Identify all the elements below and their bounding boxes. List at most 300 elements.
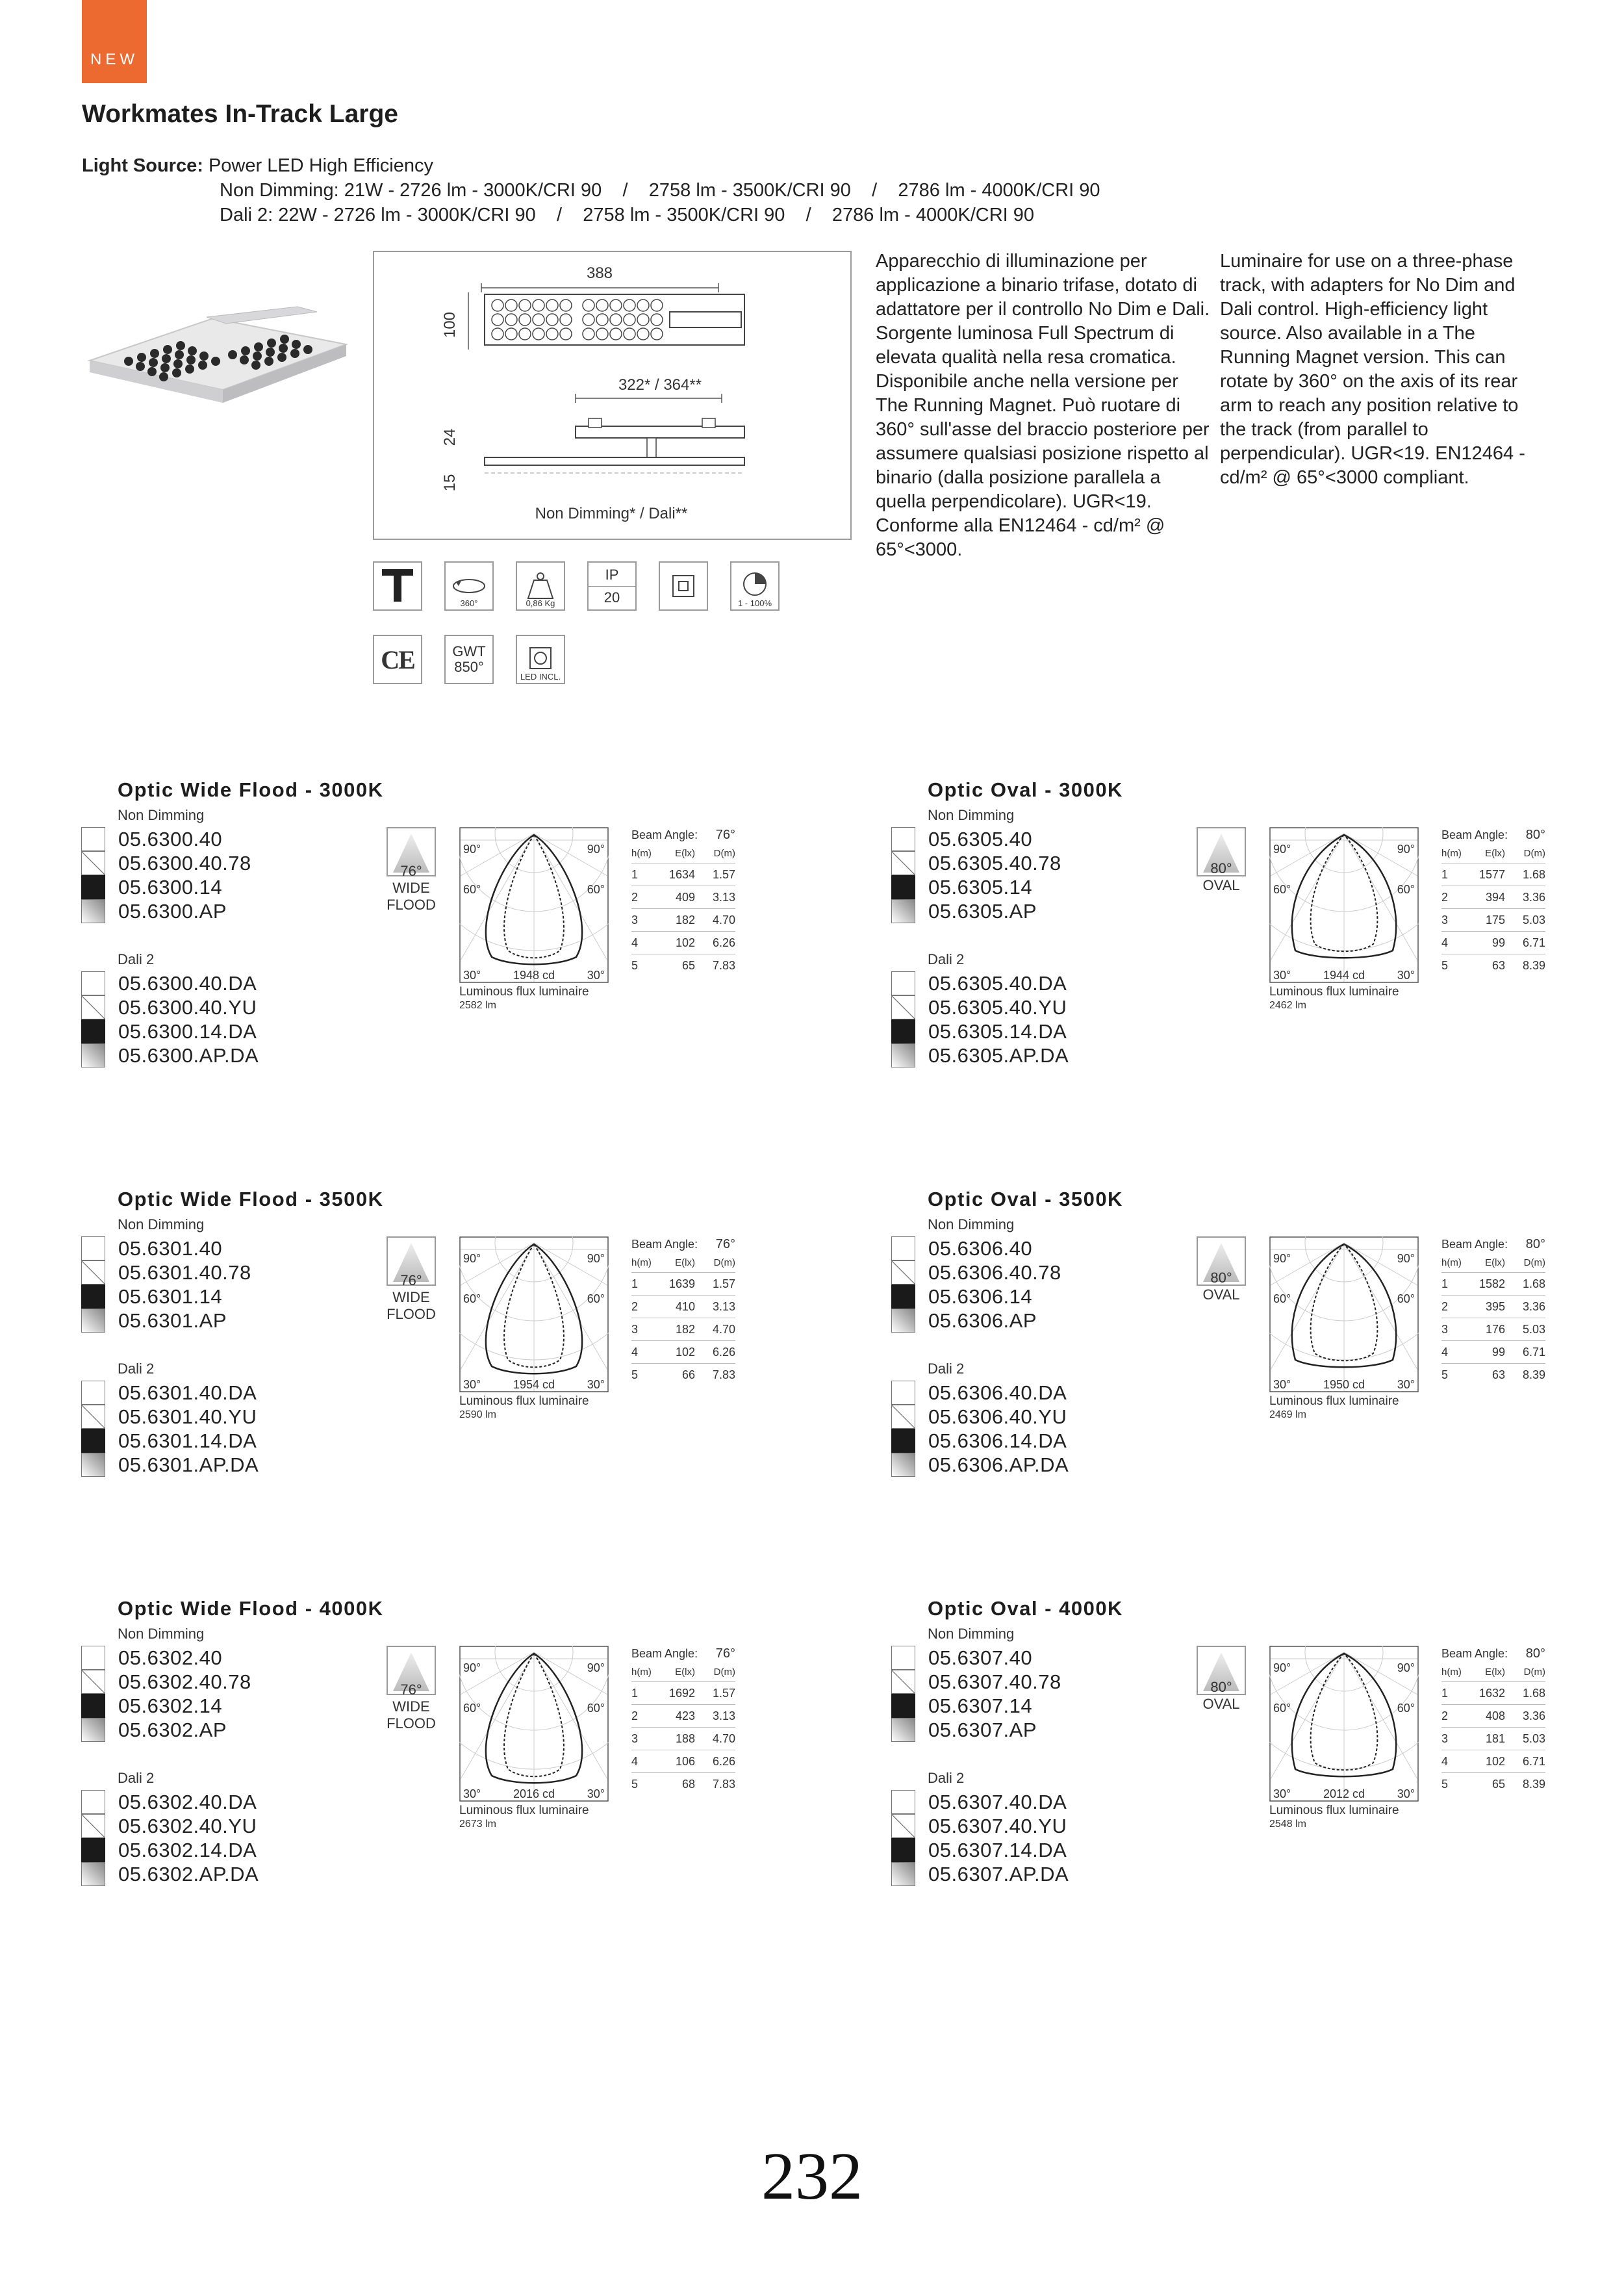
table-row: 4 99 6.71 <box>1441 932 1545 954</box>
finish-swatch <box>891 995 915 1019</box>
angle-30-left: 30° <box>1273 1378 1291 1391</box>
angle-90-left: 90° <box>1273 1252 1291 1265</box>
angle-30-right: 30° <box>587 1378 605 1391</box>
finish-swatch <box>891 1019 915 1043</box>
dali-label: Dali 2 <box>928 1770 965 1786</box>
product-code-row <box>891 1790 1069 1814</box>
product-code-row <box>891 1309 1061 1333</box>
polar-diagram <box>459 827 609 983</box>
finish-swatch <box>891 1309 915 1333</box>
product-code[interactable]: 05.6307.14 <box>928 1694 1033 1717</box>
product-code[interactable]: 05.6306.14.DA <box>928 1429 1067 1452</box>
product-code-row <box>81 851 251 875</box>
product-code[interactable]: 05.6305.14.DA <box>928 1019 1067 1043</box>
product-code[interactable]: 05.6301.40.DA <box>118 1381 257 1404</box>
finish-swatch <box>891 1429 915 1453</box>
product-code[interactable]: 05.6305.40.YU <box>928 995 1067 1019</box>
table-row: 1 1639 1.57 <box>631 1273 735 1296</box>
optic-section <box>81 778 796 1067</box>
polar-diagram <box>1269 1646 1419 1802</box>
table-row: 1 1577 1.68 <box>1441 863 1545 886</box>
dali-label: Dali 2 <box>928 1361 965 1377</box>
product-code-row <box>891 1043 1069 1067</box>
weight-icon: 0,86 Kg <box>516 561 565 611</box>
finish-swatch <box>81 1718 105 1742</box>
table-row: 3 188 4.70 <box>631 1728 735 1750</box>
product-code[interactable]: 05.6306.AP <box>928 1309 1037 1332</box>
new-badge: NEW <box>82 0 147 83</box>
angle-60-left: 60° <box>1273 1702 1291 1715</box>
product-code[interactable]: 05.6306.40.DA <box>928 1381 1067 1404</box>
finish-swatch <box>81 1381 105 1405</box>
non-dimming-label: Non Dimming <box>928 1626 1015 1642</box>
dali-codes <box>81 971 259 1067</box>
product-code[interactable]: 05.6301.40.78 <box>118 1260 251 1284</box>
product-code[interactable]: 05.6306.AP.DA <box>928 1453 1069 1476</box>
finish-swatch <box>81 1790 105 1814</box>
illuminance-table: Beam Angle: 76° h(m) E(lx) D(m) 1 1692 1.57 2 423 3.13 3 188 4.70 4 106 6.26 5 68 7.83 <box>631 1644 735 1796</box>
angle-30-left: 30° <box>463 969 481 982</box>
luminous-flux: Luminous flux luminaire 2590 lm <box>459 1394 589 1420</box>
gwt-icon: GWT 850° <box>444 635 494 684</box>
beam-type-label: OVAL <box>1202 1286 1240 1303</box>
finish-swatch <box>81 1019 105 1043</box>
angle-90-right: 90° <box>587 843 605 856</box>
finish-swatch <box>891 1453 915 1477</box>
product-code[interactable]: 05.6306.40 <box>928 1236 1033 1260</box>
optic-section <box>891 1188 1606 1474</box>
product-code-row <box>81 1814 259 1838</box>
product-code[interactable]: 05.6301.AP.DA <box>118 1453 259 1476</box>
product-code-row <box>81 1718 251 1742</box>
peak-intensity: 1954 cd <box>513 1378 555 1391</box>
product-code[interactable]: 05.6307.AP.DA <box>928 1862 1069 1885</box>
finish-swatch <box>891 1405 915 1429</box>
product-code[interactable]: 05.6300.40.YU <box>118 995 257 1019</box>
product-code-row <box>891 1429 1069 1453</box>
product-code-row <box>81 1284 251 1309</box>
table-row: 3 175 5.03 <box>1441 909 1545 932</box>
product-code[interactable]: 05.6301.14.DA <box>118 1429 257 1452</box>
product-code-row <box>891 1694 1061 1718</box>
dali-label: Dali 2 <box>118 1770 155 1786</box>
product-code[interactable]: 05.6300.40.78 <box>118 851 251 875</box>
beam-type-label: WIDE FLOOD <box>387 880 436 913</box>
finish-swatch <box>81 1814 105 1838</box>
section-title: Optic Oval - 3500K <box>928 1188 1123 1210</box>
non-dimming-label: Non Dimming <box>928 807 1015 823</box>
product-code[interactable]: 05.6300.AP.DA <box>118 1043 259 1067</box>
product-code[interactable]: 05.6300.40 <box>118 827 223 850</box>
non-dimming-label: Non Dimming <box>118 1216 205 1233</box>
product-code-row <box>81 1429 259 1453</box>
table-row: 2 394 3.36 <box>1441 886 1545 909</box>
angle-90-left: 90° <box>463 1252 481 1265</box>
beam-angle-label: 80° <box>1210 1679 1232 1695</box>
peak-intensity: 1950 cd <box>1323 1378 1365 1391</box>
finish-swatch <box>891 851 915 875</box>
light-source-line1: Power LED High Efficiency <box>208 155 433 176</box>
luminous-flux: Luminous flux luminaire 2582 lm <box>459 985 589 1011</box>
product-code[interactable]: 05.6302.AP.DA <box>118 1862 259 1885</box>
light-source-block <box>82 153 1100 227</box>
product-code-row <box>81 1670 251 1694</box>
non-dimming-label: Non Dimming <box>118 1626 205 1642</box>
product-code-row <box>891 1260 1061 1284</box>
dimming-icon: 1 - 100% <box>730 561 780 611</box>
finish-swatch <box>891 1694 915 1718</box>
dali-label: Dali 2 <box>118 1361 155 1377</box>
angle-90-left: 90° <box>463 843 481 856</box>
angle-60-right: 60° <box>1397 1292 1415 1305</box>
class-iii-icon <box>659 561 708 611</box>
product-code-row <box>81 1838 259 1862</box>
product-code[interactable]: 05.6305.AP.DA <box>928 1043 1069 1067</box>
dim-24: 24 <box>441 428 459 446</box>
luminous-flux: Luminous flux luminaire 2462 lm <box>1269 985 1399 1011</box>
product-code[interactable]: 05.6301.14 <box>118 1284 223 1308</box>
finish-swatch <box>81 1260 105 1284</box>
non-dimming-codes <box>81 1236 251 1333</box>
angle-90-right: 90° <box>1397 1661 1415 1674</box>
dim-15: 15 <box>441 474 459 492</box>
finish-swatch <box>81 1309 105 1333</box>
product-code[interactable]: 05.6307.14.DA <box>928 1838 1067 1861</box>
product-code-row <box>81 899 251 923</box>
product-code-row <box>891 1019 1069 1043</box>
table-row: 4 106 6.26 <box>631 1750 735 1773</box>
product-code[interactable]: 05.6300.AP <box>118 899 227 923</box>
table-row: 5 65 7.83 <box>631 959 735 972</box>
product-code[interactable]: 05.6307.40.78 <box>928 1670 1061 1693</box>
finish-swatch <box>81 1236 105 1260</box>
product-code-row <box>81 1453 259 1477</box>
beam-angle-label: 80° <box>1210 1270 1232 1286</box>
beam-angle-label: 76° <box>400 1272 422 1288</box>
angle-30-right: 30° <box>1397 1787 1415 1800</box>
finish-swatch <box>891 1790 915 1814</box>
table-row: 2 395 3.36 <box>1441 1296 1545 1318</box>
product-code-row <box>891 1814 1069 1838</box>
angle-90-left: 90° <box>1273 843 1291 856</box>
finish-swatch <box>891 827 915 851</box>
angle-60-left: 60° <box>1273 883 1291 896</box>
finish-swatch <box>891 875 915 899</box>
table-row: 4 102 6.26 <box>631 1341 735 1364</box>
section-title: Optic Oval - 3000K <box>928 778 1123 801</box>
angle-30-left: 30° <box>463 1378 481 1391</box>
angle-30-right: 30° <box>587 969 605 982</box>
product-code-row <box>891 1381 1069 1405</box>
product-code[interactable]: 05.6301.40.YU <box>118 1405 257 1428</box>
table-row: 1 1692 1.57 <box>631 1682 735 1705</box>
beam-type-label: WIDE FLOOD <box>387 1289 436 1322</box>
product-code[interactable]: 05.6305.40 <box>928 827 1033 850</box>
product-code-row <box>81 1019 259 1043</box>
finish-swatch <box>891 1646 915 1670</box>
product-code[interactable]: 05.6300.14.DA <box>118 1019 257 1043</box>
angle-60-right: 60° <box>587 1702 605 1715</box>
table-row: 5 68 7.83 <box>631 1778 735 1791</box>
table-row: 5 65 8.39 <box>1441 1778 1545 1791</box>
non-dimming-codes <box>891 1646 1061 1742</box>
illuminance-table: Beam Angle: 80° h(m) E(lx) D(m) 1 1577 1.68 2 394 3.36 3 175 5.03 4 99 6.71 5 63 8.39 <box>1441 826 1545 977</box>
section-title: Optic Oval - 4000K <box>928 1597 1123 1620</box>
finish-swatch <box>81 1862 105 1886</box>
track-mount-icon <box>373 561 422 611</box>
finish-swatch <box>81 827 105 851</box>
angle-60-right: 60° <box>587 1292 605 1305</box>
angle-90-left: 90° <box>463 1661 481 1674</box>
product-code[interactable]: 05.6302.40.78 <box>118 1670 251 1693</box>
finish-swatch <box>81 1694 105 1718</box>
product-code-row <box>891 971 1069 995</box>
table-row: 5 63 8.39 <box>1441 959 1545 972</box>
product-photo <box>83 299 349 422</box>
product-code-row <box>81 995 259 1019</box>
finish-swatch <box>891 1718 915 1742</box>
luminous-flux: Luminous flux luminaire 2469 lm <box>1269 1394 1399 1420</box>
product-code-row <box>891 1646 1061 1670</box>
description-italian: Apparecchio di illuminazione per applicazione a binario trifase, dotato di adattatore per il controllo No Dim e Dali. Sorgente luminosa Full Spectrum di elevata qualità nella resa cromatica. Disponibile anche nella versione per The Running Magnet. Può ruotare di 360° sull'asse del braccio posteriore per assumere qualsiasi posizione rispetto al binario (dalla posizione parallela a quella perpendicolare). UGR<19. Conforme alla EN12464 - cd/m² @ 65°<3000. <box>876 251 1210 560</box>
table-row: 2 423 3.13 <box>631 1705 735 1728</box>
table-row: 3 176 5.03 <box>1441 1318 1545 1341</box>
finish-swatch <box>81 1284 105 1309</box>
table-row: 1 1582 1.68 <box>1441 1273 1545 1296</box>
product-code-row <box>81 1043 259 1067</box>
finish-swatch <box>891 1814 915 1838</box>
product-code[interactable]: 05.6307.AP <box>928 1718 1037 1741</box>
peak-intensity: 2016 cd <box>513 1787 555 1800</box>
angle-90-right: 90° <box>1397 843 1415 856</box>
section-title: Optic Wide Flood - 3500K <box>118 1188 384 1210</box>
finish-swatch <box>891 1284 915 1309</box>
product-code[interactable]: 05.6305.40.78 <box>928 851 1061 875</box>
finish-swatch <box>81 1043 105 1067</box>
product-code[interactable]: 05.6302.40.DA <box>118 1790 257 1813</box>
finish-swatch <box>891 1236 915 1260</box>
angle-30-right: 30° <box>1397 969 1415 982</box>
angle-60-left: 60° <box>463 1292 481 1305</box>
product-code-row <box>81 1260 251 1284</box>
product-code-row <box>81 875 251 899</box>
drawing-caption: Non Dimming* / Dali** <box>535 505 688 522</box>
angle-30-right: 30° <box>587 1787 605 1800</box>
polar-diagram <box>459 1236 609 1392</box>
finish-swatch <box>81 1670 105 1694</box>
peak-intensity: 1944 cd <box>1323 969 1365 982</box>
finish-swatch <box>81 851 105 875</box>
dali-codes <box>81 1381 259 1477</box>
ce-mark-icon: CE <box>373 635 422 684</box>
finish-swatch <box>891 1260 915 1284</box>
dim-track: 322* / 364** <box>618 376 702 394</box>
description-english: Luminaire for use on a three-phase track, with adapters for No Dim and Dali control. High-efficiency light source. Also available in a The Running Magnet version. This can rotate by 360° on the axis of its rear arm to reach any position relative to the track (from parallel to perpendicular). UGR<19. EN12464 - cd/m² @ 65°<3000 compliant. <box>1220 251 1525 488</box>
beam-type-label: WIDE FLOOD <box>387 1698 436 1731</box>
table-row: 4 102 6.26 <box>631 932 735 954</box>
product-code[interactable]: 05.6307.40.YU <box>928 1814 1067 1837</box>
finish-swatch <box>81 875 105 899</box>
beam-angle-label: 76° <box>400 863 422 879</box>
angle-90-right: 90° <box>587 1661 605 1674</box>
table-row: 2 409 3.13 <box>631 886 735 909</box>
illuminance-table: Beam Angle: 80° h(m) E(lx) D(m) 1 1582 1.68 2 395 3.36 3 176 5.03 4 99 6.71 5 63 8.39 <box>1441 1235 1545 1386</box>
product-code-row <box>81 971 259 995</box>
product-code-row <box>81 1309 251 1333</box>
optic-section <box>81 1188 796 1474</box>
finish-swatch <box>81 1429 105 1453</box>
product-code-row <box>891 995 1069 1019</box>
angle-90-left: 90° <box>1273 1661 1291 1674</box>
dim-height: 100 <box>441 311 459 339</box>
illuminance-table: Beam Angle: 80° h(m) E(lx) D(m) 1 1632 1.68 2 408 3.36 3 181 5.03 4 102 6.71 5 65 8.39 <box>1441 1644 1545 1796</box>
finish-swatch <box>81 899 105 923</box>
light-source-line2: Non Dimming: 21W - 2726 lm - 3000K/CRI 90 / 2758 lm - 3500K/CRI 90 / 2786 lm - 4000K/CRI 90 <box>220 180 1100 201</box>
finish-swatch <box>891 1670 915 1694</box>
finish-swatch <box>81 971 105 995</box>
product-code[interactable]: 05.6305.40.DA <box>928 971 1067 995</box>
product-code[interactable]: 05.6306.40.78 <box>928 1260 1061 1284</box>
product-code-row <box>81 1646 251 1670</box>
finish-swatch <box>891 899 915 923</box>
optic-section <box>891 1597 1606 1883</box>
luminous-flux: Luminous flux luminaire 2673 lm <box>459 1804 589 1830</box>
angle-30-left: 30° <box>1273 1787 1291 1800</box>
angle-90-right: 90° <box>587 1252 605 1265</box>
product-code-row <box>891 1862 1069 1886</box>
dali-codes <box>891 971 1069 1067</box>
product-code-row <box>81 1405 259 1429</box>
product-code-row <box>81 1236 251 1260</box>
product-code-row <box>891 851 1061 875</box>
polar-diagram <box>1269 827 1419 983</box>
finish-swatch <box>891 971 915 995</box>
luminous-flux: Luminous flux luminaire 2548 lm <box>1269 1804 1399 1830</box>
led-included-icon: LED INCL. <box>516 635 565 684</box>
page-title: Workmates In-Track Large <box>82 100 398 128</box>
product-code-row <box>891 1405 1069 1429</box>
light-source-line3: Dali 2: 22W - 2726 lm - 3000K/CRI 90 / 2758 lm - 3500K/CRI 90 / 2786 lm - 4000K/CRI 90 <box>220 205 1035 225</box>
finish-swatch <box>81 1838 105 1862</box>
dali-codes <box>81 1790 259 1886</box>
product-code[interactable]: 05.6302.AP <box>118 1718 227 1741</box>
table-row: 5 63 8.39 <box>1441 1368 1545 1381</box>
product-code[interactable]: 05.6307.40 <box>928 1646 1033 1669</box>
angle-60-right: 60° <box>1397 883 1415 896</box>
non-dimming-codes <box>891 827 1061 923</box>
finish-swatch <box>81 1405 105 1429</box>
product-code-row <box>891 1453 1069 1477</box>
product-code-row <box>891 1838 1069 1862</box>
table-row: 4 102 6.71 <box>1441 1750 1545 1773</box>
product-code[interactable]: 05.6306.40.YU <box>928 1405 1067 1428</box>
angle-30-left: 30° <box>1273 969 1291 982</box>
angle-90-right: 90° <box>1397 1252 1415 1265</box>
product-code-row <box>891 1670 1061 1694</box>
section-title: Optic Wide Flood - 4000K <box>118 1597 384 1620</box>
product-code[interactable]: 05.6300.14 <box>118 875 223 899</box>
product-code[interactable]: 05.6305.AP <box>928 899 1037 923</box>
product-code[interactable]: 05.6305.14 <box>928 875 1033 899</box>
table-row: 4 99 6.71 <box>1441 1341 1545 1364</box>
beam-angle-label: 80° <box>1210 860 1232 876</box>
finish-swatch <box>891 1838 915 1862</box>
product-code-row <box>891 875 1061 899</box>
illuminance-table: Beam Angle: 76° h(m) E(lx) D(m) 1 1639 1.57 2 410 3.13 3 182 4.70 4 102 6.26 5 66 7.83 <box>631 1235 735 1386</box>
table-row: 2 410 3.13 <box>631 1296 735 1318</box>
non-dimming-codes <box>81 1646 251 1742</box>
dali-label: Dali 2 <box>118 951 155 967</box>
finish-swatch <box>81 1453 105 1477</box>
technical-drawing <box>373 251 852 540</box>
table-row: 3 181 5.03 <box>1441 1728 1545 1750</box>
product-code-row <box>891 1236 1061 1260</box>
table-row: 5 66 7.83 <box>631 1368 735 1381</box>
product-code[interactable]: 05.6301.AP <box>118 1309 227 1332</box>
light-source-label: Light Source: <box>82 155 203 176</box>
beam-angle-label: 76° <box>400 1681 422 1698</box>
angle-60-left: 60° <box>463 1702 481 1715</box>
product-code[interactable]: 05.6300.40.DA <box>118 971 257 995</box>
product-code[interactable]: 05.6307.40.DA <box>928 1790 1067 1813</box>
product-code[interactable]: 05.6302.40.YU <box>118 1814 257 1837</box>
page-number: 232 <box>761 2139 863 2214</box>
peak-intensity: 2012 cd <box>1323 1787 1365 1800</box>
product-code-row <box>891 827 1061 851</box>
dim-width: 388 <box>586 264 613 282</box>
product-code-row <box>891 1284 1061 1309</box>
rotation-icon: 360° <box>444 561 494 611</box>
dali-codes <box>891 1790 1069 1886</box>
table-row: 2 408 3.36 <box>1441 1705 1545 1728</box>
product-code-row <box>81 827 251 851</box>
dali-label: Dali 2 <box>928 951 965 967</box>
optic-section <box>891 778 1606 1067</box>
product-code-row <box>81 1381 259 1405</box>
product-code-row <box>81 1694 251 1718</box>
product-code-row <box>81 1862 259 1886</box>
table-row: 1 1632 1.68 <box>1441 1682 1545 1705</box>
product-code-row <box>891 899 1061 923</box>
product-code[interactable]: 05.6301.40 <box>118 1236 223 1260</box>
table-row: 3 182 4.70 <box>631 909 735 932</box>
angle-60-left: 60° <box>463 883 481 896</box>
table-row: 3 182 4.70 <box>631 1318 735 1341</box>
illuminance-table: Beam Angle: 76° h(m) E(lx) D(m) 1 1634 1.57 2 409 3.13 3 182 4.70 4 102 6.26 5 65 7.83 <box>631 826 735 977</box>
table-row: 1 1634 1.57 <box>631 863 735 886</box>
angle-60-left: 60° <box>1273 1292 1291 1305</box>
beam-type-label: OVAL <box>1202 1696 1240 1712</box>
finish-swatch <box>891 1381 915 1405</box>
finish-swatch <box>891 1043 915 1067</box>
non-dimming-codes <box>81 827 251 923</box>
peak-intensity: 1948 cd <box>513 969 555 982</box>
angle-30-right: 30° <box>1397 1378 1415 1391</box>
product-code[interactable]: 05.6306.14 <box>928 1284 1033 1308</box>
product-code[interactable]: 05.6302.40 <box>118 1646 223 1669</box>
finish-swatch <box>81 1646 105 1670</box>
angle-60-right: 60° <box>1397 1702 1415 1715</box>
non-dimming-codes <box>891 1236 1061 1333</box>
beam-type-label: OVAL <box>1202 877 1240 893</box>
product-code[interactable]: 05.6302.14.DA <box>118 1838 257 1861</box>
optic-section <box>81 1597 796 1883</box>
product-code-row <box>81 1790 259 1814</box>
angle-60-right: 60° <box>587 883 605 896</box>
non-dimming-label: Non Dimming <box>118 807 205 823</box>
product-code[interactable]: 05.6302.14 <box>118 1694 223 1717</box>
polar-diagram <box>459 1646 609 1802</box>
